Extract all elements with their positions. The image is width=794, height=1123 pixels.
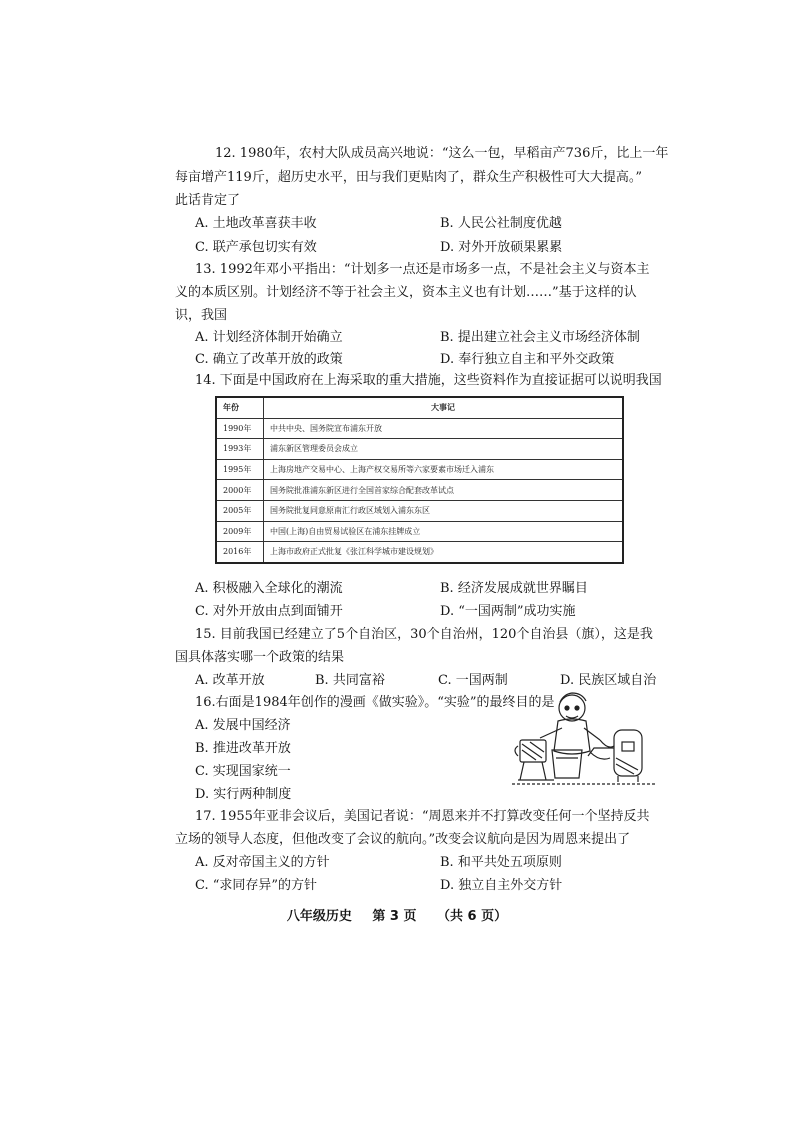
row-year: 2000年 <box>216 480 264 501</box>
q13-option-a: A. 计划经济体制开始确立 <box>195 330 343 345</box>
header-year: 年份 <box>216 397 264 418</box>
table-row <box>216 418 623 439</box>
q14-option-a: A. 积极融入全球化的潮流 <box>195 581 343 596</box>
q15-option-d: D. 民族区域自治 <box>560 673 657 688</box>
q13-line-3: 识，我国 <box>175 308 228 323</box>
row-event: 上海房地产交易中心、上海产权交易所等六家要素市场迁入浦东 <box>264 459 624 480</box>
table-row <box>216 459 623 480</box>
q15-line-2: 国具体落实哪一个政策的结果 <box>175 650 345 665</box>
row-event: 上海市政府正式批复《张江科学城市建设规划》 <box>264 542 624 563</box>
page-footer <box>0 905 794 924</box>
row-event: 浦东新区管理委员会成立 <box>264 439 624 460</box>
q13-line-1: 13. 1992年邓小平指出：“计划多一点还是市场多一点，不是社会主义与资本主 <box>195 262 650 277</box>
table-row <box>216 542 623 563</box>
q15-option-c: C. 一国两制 <box>438 673 508 688</box>
q17-line-2: 立场的领导人态度，但他改变了会议的航向。”改变会议航向是因为周恩来提出了 <box>175 832 631 847</box>
q16-option-d: D. 实行两种制度 <box>195 787 292 802</box>
q14-line-1: 14. 下面是中国政府在上海采取的重大措施，这些资料作为直接证据可以说明我国 <box>195 373 662 388</box>
events-table <box>215 396 624 564</box>
q16-line-1: 16.右面是1984年创作的漫画《做实验》。“实验”的最终目的是 <box>195 695 555 710</box>
table-row <box>216 521 623 542</box>
row-year: 2016年 <box>216 542 264 563</box>
q16-option-c: C. 实现国家统一 <box>195 764 291 779</box>
q12-option-b: B. 人民公社制度优越 <box>440 216 562 231</box>
q12-line-2: 每亩增产119斤，超历史水平，田与我们更贴肉了，群众生产积极性可大大提高。” <box>175 170 642 185</box>
table-row <box>216 439 623 460</box>
q14-option-c: C. 对外开放由点到面铺开 <box>195 604 343 619</box>
q13-option-d: D. 奉行独立自主和平外交政策 <box>440 352 615 367</box>
q13-option-b: B. 提出建立社会主义市场经济体制 <box>440 330 640 345</box>
q13-line-2: 义的本质区别。计划经济不等于社会主义，资本主义也有计划……”基于这样的认 <box>175 285 637 300</box>
row-event: 国务院批复同意原南汇行政区域划入浦东东区 <box>264 500 624 521</box>
row-year: 1995年 <box>216 459 264 480</box>
q15-option-a: A. 改革开放 <box>195 673 265 688</box>
q17-option-d: D. 独立自主外交方针 <box>440 878 563 893</box>
q12-option-a: A. 土地改革喜获丰收 <box>195 216 317 231</box>
q12-line-1: 12. 1980年，农村大队成员高兴地说：“这么一包，早稻亩产736斤，比上一年 <box>215 146 669 161</box>
header-events: 大事记 <box>264 397 624 418</box>
q12-option-d: D. 对外开放硕果累累 <box>440 240 563 255</box>
q15-line-1: 15. 目前我国已经建立了5个自治区，30个自治州，120个自治县（旗），这是我 <box>195 627 653 642</box>
footer-subject: 八年级历史 <box>286 909 352 924</box>
q16-option-a: A. 发展中国经济 <box>195 718 291 733</box>
table-row <box>216 500 623 521</box>
footer-page-number: 第 3 页 <box>372 909 417 924</box>
q17-option-a: A. 反对帝国主义的方针 <box>195 855 330 870</box>
q16-option-b: B. 推进改革开放 <box>195 741 291 756</box>
row-event: 国务院批准浦东新区进行全国首家综合配套改革试点 <box>264 480 624 501</box>
q15-option-b: B. 共同富裕 <box>315 673 385 688</box>
q14-option-b: B. 经济发展成就世界瞩目 <box>440 581 588 596</box>
q12-option-c: C. 联产承包切实有效 <box>195 240 317 255</box>
q12-line-3: 此话肯定了 <box>175 193 241 208</box>
row-year: 2009年 <box>216 521 264 542</box>
table-row <box>216 480 623 501</box>
q17-option-b: B. 和平共处五项原则 <box>440 855 562 870</box>
table-header-row <box>216 397 623 418</box>
q17-line-1: 17. 1955年亚非会议后，美国记者说：“周恩来并不打算改变任何一个坚持反共 <box>195 809 650 824</box>
row-year: 1990年 <box>216 418 264 439</box>
row-event: 中国(上海)自由贸易试验区在浦东挂牌成立 <box>264 521 624 542</box>
row-event: 中共中央、国务院宣布浦东开放 <box>264 418 624 439</box>
q14-option-d: D. “一国两制”成功实施 <box>440 604 576 619</box>
q13-option-c: C. 确立了改革开放的政策 <box>195 352 343 367</box>
cartoon-experiment-image <box>510 688 658 788</box>
footer-total-pages: （共 6 页） <box>437 909 508 924</box>
q17-option-c: C. “求同存异”的方针 <box>195 878 318 893</box>
row-year: 1993年 <box>216 439 264 460</box>
row-year: 2005年 <box>216 500 264 521</box>
